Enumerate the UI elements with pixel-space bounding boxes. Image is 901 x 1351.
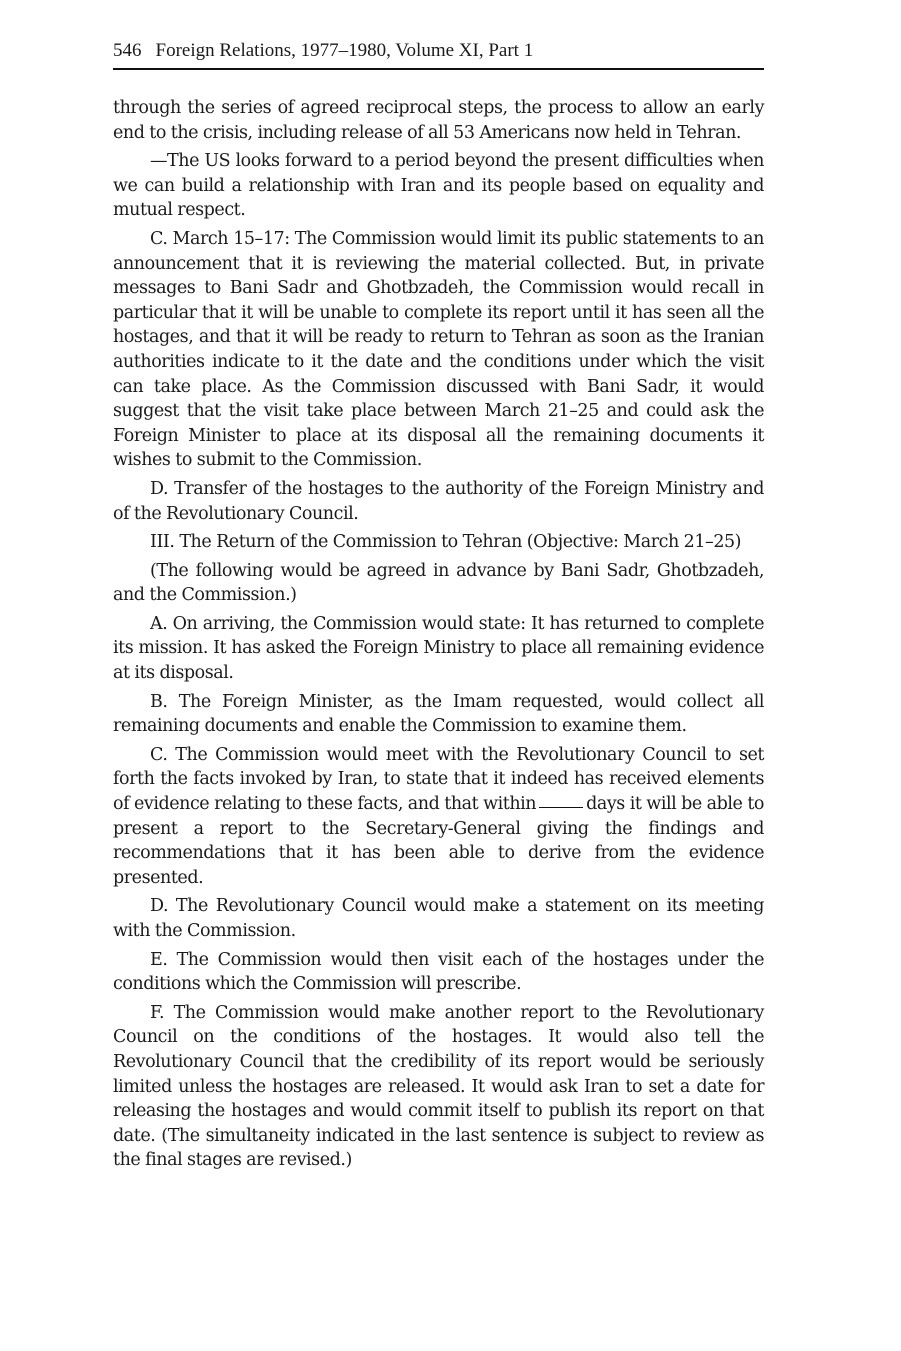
document-page [113, 40, 764, 1177]
page-number: 546 [113, 40, 142, 61]
volume-title: Foreign Relations, 1977–1980, Volume XI, Part 1 [155, 40, 534, 61]
paragraph-transfer-hostages: D. Transfer of the hostages to the authority of the Foreign Ministry and of the Revolutionary Council. [113, 478, 764, 524]
paragraph-item-d: D. The Revolutionary Council would make a statement on its meeting with the Commission. [113, 896, 764, 941]
paragraph-agreed-in-advance: (The following would be agreed in advance by Bani Sadr, Ghotbzadeh, and the Commission.) [113, 560, 764, 606]
paragraph-us-outlook: —The US looks forward to a period beyond the present difficulties when we can build a relationship with Iran and its people based on equality and mutual respect. [113, 151, 764, 221]
item-c-text-after: days it will be able to present a report to the Secretary-General giving the findings and recommendations that it has been able to derive from the evidence presented. [113, 794, 764, 888]
paragraph-item-a: A. On arriving, the Commission would state: It has returned to complete its mission. It has asked the Foreign Ministry to place all remaining evidence at its disposal. [113, 613, 764, 684]
paragraph-item-c [113, 743, 764, 891]
section-heading-return: III. The Return of the Commission to Tehran (Objective: March 21–25) [150, 532, 742, 553]
item-c-text-before: C. The Commission would meet with the Revolutionary Council to set forth the facts invoked by Iran, to state that it indeed has received elements of evidence relating to these facts, and that within [113, 744, 764, 815]
paragraph-item-b: B. The Foreign Minister, as the Imam requested, would collect all remaining documents and enable the Commission to examine them. [113, 691, 764, 737]
paragraph-march-15-17: C. March 15–17: The Commission would limit its public statements to an announcement that it is reviewing the material collected. But, in private messages to Bani Sadr and Ghotbzadeh, the Commission would recall in particular that it will be unable to complete its report until it has seen all the hostages, and that it will be ready to return to Tehran as soon as the Iranian authorities indicate to it the date and the conditions under which the visit can take place. As the Commission discussed with Bani Sadr, it would suggest that the visit take place between March 21–25 and could ask the Foreign Minister to place at its disposal all the remaining documents it wishes to submit to the Commission. [113, 228, 764, 471]
running-head [113, 40, 764, 70]
paragraph-continuation: through the series of agreed reciprocal steps, the process to allow an early end to the crisis, including release of all 53 Americans now held in Tehran. [113, 98, 764, 143]
blank-days-line [539, 807, 583, 808]
paragraph-item-e: E. The Commission would then visit each of the hostages under the conditions which the Commission will prescribe. [113, 949, 764, 995]
paragraph-item-f: F. The Commission would make another report to the Revolutionary Council on the conditions of the hostages. It would also tell the Revolutionary Council that the credibility of its report would be seriously limited unless the hostages are released. It would ask Iran to set a date for releasing the hostages and would commit itself to publish its report on that date. (The simultaneity indicated in the last sentence is subject to review as the final stages are revised.) [113, 1002, 764, 1171]
body-text [113, 96, 764, 1173]
